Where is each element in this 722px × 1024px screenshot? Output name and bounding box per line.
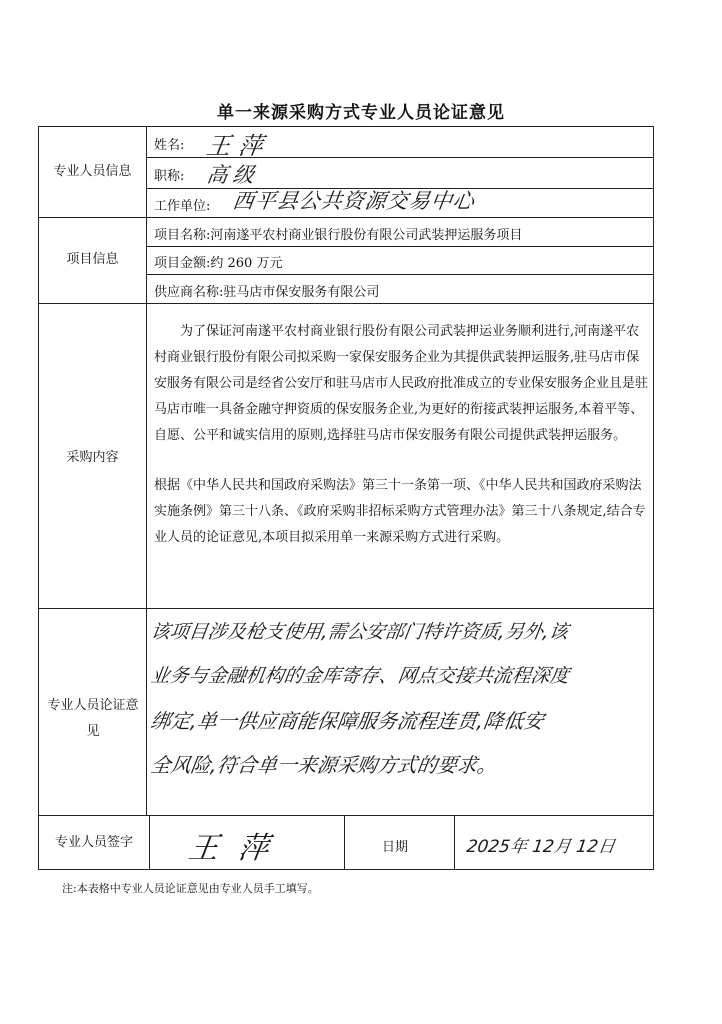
opinion-line-4: 全风险,符合单一来源采购方式的要求。: [149, 753, 499, 777]
row-divider: [39, 815, 654, 816]
opinion-line-1: 该项目涉及枪支使用,需公安部门特许资质,另外,该: [149, 621, 570, 643]
column-divider: [146, 127, 147, 815]
opinion-line-3: 绑定,单一供应商能保障服务流程连贯,降低安: [149, 709, 546, 733]
row-divider: [39, 217, 654, 218]
opinion-line-2: 业务与金融机构的金库寄存、网点交接共流程深度: [149, 665, 571, 687]
procurement-paragraph-2: 根据《中华人民共和国政府采购法》第三十一条第一项、《中华人民共和国政府采购法实施条例》第三十八条、《政府采购非招标采购方式管理办法》第三十八条规定,结合专业人员的论证意见,本项目拟采用单一来源采购方式进行采购。: [154, 478, 646, 545]
row-divider: [39, 608, 654, 609]
column-divider: [149, 815, 150, 870]
date-value: 2025年 12月 12日: [465, 837, 617, 857]
date-label: 日期: [382, 840, 409, 855]
title-value: 高级: [205, 163, 261, 187]
signature-label: 专业人员签字: [54, 835, 133, 850]
expert-info-label: 专业人员信息: [53, 164, 132, 179]
supplier-name: 供应商名称:驻马店市保安服务有限公司: [154, 285, 380, 300]
opinion-label: 专业人员论证意见: [47, 698, 139, 739]
row-divider: [39, 303, 654, 304]
project-amount: 项目金额:约 260 万元: [154, 256, 283, 271]
project-name: 项目名称:河南遂平农村商业银行股份有限公司武装押运服务项目: [154, 228, 523, 243]
page-title: 单一来源采购方式专业人员论证意见: [217, 103, 505, 123]
row-divider: [146, 246, 654, 247]
name-value: 王萍: [204, 132, 273, 160]
employer-label: 工作单位:: [154, 199, 211, 214]
column-divider: [344, 815, 345, 870]
row-divider: [146, 274, 654, 275]
name-label: 姓名:: [154, 138, 185, 153]
footnote: 注:本表格中专业人员论证意见由专业人员手工填写。: [62, 882, 319, 895]
signature-value: 王萍: [186, 831, 291, 866]
project-info-label: 项目信息: [66, 252, 119, 267]
employer-value: 西平县公共资源交易中心: [231, 189, 477, 213]
procurement-label: 采购内容: [66, 450, 119, 465]
title-label: 职称:: [154, 169, 185, 184]
procurement-paragraph-1: 为了保证河南遂平农村商业银行股份有限公司武装押运业务顺利进行,河南遂平农村商业银行股份有限公司拟采购一家保安服务企业为其提供武装押运服务,驻马店市保安服务有限公司是经省公安厅和驻马店市人民政府批准成立的专业保安服务企业且是驻马店市唯一具备金融守押资质的保安服务企业,为更好的衔接武装押运服务,本着平等、自愿、公平和诚实信用的原则,选择驻马店市保安服务有限公司提供武装押运服务。: [154, 324, 649, 443]
argument-form: [38, 126, 654, 870]
column-divider: [454, 815, 455, 870]
